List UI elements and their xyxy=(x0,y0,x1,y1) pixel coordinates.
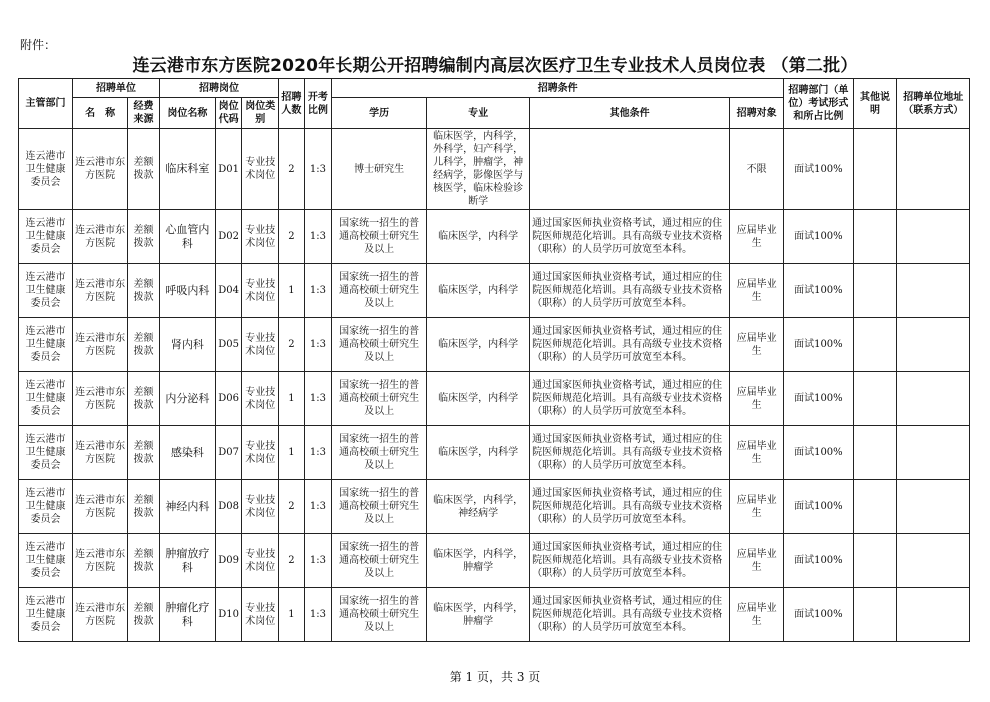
cell-dept: 连云港市卫生健康委员会 xyxy=(19,318,73,372)
header-funding: 经费来源 xyxy=(128,98,160,129)
cell-funding: 差额拨款 xyxy=(128,318,160,372)
cell-dept: 连云港市卫生健康委员会 xyxy=(19,264,73,318)
cell-post-type: 专业技术岗位 xyxy=(242,264,279,318)
cell-address xyxy=(897,318,970,372)
page-footer: 第 1 页，共 3 页 xyxy=(449,670,541,684)
cell-dept: 连云港市卫生健康委员会 xyxy=(19,480,73,534)
cell-ratio: 1:3 xyxy=(304,534,332,588)
cell-count: 2 xyxy=(279,318,305,372)
table-row xyxy=(19,588,970,642)
cell-unit: 连云港市东方医院 xyxy=(73,588,128,642)
cell-dept: 连云港市卫生健康委员会 xyxy=(19,534,73,588)
header-conditions: 招聘条件 xyxy=(332,79,784,98)
cell-education: 国家统一招生的普通高校硕士研究生及以上 xyxy=(332,210,427,264)
header-ratio: 开考比例 xyxy=(304,79,332,129)
cell-post-name: 神经内科 xyxy=(159,480,215,534)
cell-post-code: D05 xyxy=(215,318,242,372)
cell-count: 1 xyxy=(279,264,305,318)
cell-education: 国家统一招生的普通高校硕士研究生及以上 xyxy=(332,480,427,534)
cell-target: 应届毕业生 xyxy=(730,372,784,426)
header-dept: 主管部门 xyxy=(19,79,73,129)
cell-target: 应届毕业生 xyxy=(730,480,784,534)
positions-table xyxy=(18,78,970,642)
cell-education: 国家统一招生的普通高校硕士研究生及以上 xyxy=(332,534,427,588)
attachment-label: 附件： xyxy=(20,38,57,52)
cell-notes xyxy=(853,129,897,210)
cell-unit: 连云港市东方医院 xyxy=(73,210,128,264)
table-row xyxy=(19,534,970,588)
cell-address xyxy=(897,534,970,588)
cell-address xyxy=(897,426,970,480)
cell-ratio: 1:3 xyxy=(304,129,332,210)
cell-unit: 连云港市东方医院 xyxy=(73,426,128,480)
cell-post-code: D01 xyxy=(215,129,242,210)
header-target: 招聘对象 xyxy=(730,98,784,129)
cell-count: 2 xyxy=(279,210,305,264)
cell-post-type: 专业技术岗位 xyxy=(242,210,279,264)
cell-exam: 面试100% xyxy=(784,210,853,264)
cell-exam: 面试100% xyxy=(784,480,853,534)
cell-notes xyxy=(853,372,897,426)
cell-exam: 面试100% xyxy=(784,534,853,588)
cell-post-type: 专业技术岗位 xyxy=(242,426,279,480)
header-exam: 招聘部门（单位）考试形式和所占比例 xyxy=(784,79,853,129)
cell-other-conditions: 通过国家医师执业资格考试，通过相应的住院医师规范化培训。具有高级专业技术资格（职称）的人员学历可放宽至本科。 xyxy=(530,588,730,642)
cell-dept: 连云港市卫生健康委员会 xyxy=(19,426,73,480)
cell-address xyxy=(897,372,970,426)
cell-education: 国家统一招生的普通高校硕士研究生及以上 xyxy=(332,588,427,642)
cell-exam: 面试100% xyxy=(784,129,853,210)
cell-notes xyxy=(853,264,897,318)
cell-post-name: 肿瘤放疗科 xyxy=(159,534,215,588)
cell-post-type: 专业技术岗位 xyxy=(242,588,279,642)
cell-address xyxy=(897,264,970,318)
cell-major: 临床医学，内科学 xyxy=(427,264,530,318)
cell-major: 临床医学，内科学 xyxy=(427,426,530,480)
cell-target: 应届毕业生 xyxy=(730,318,784,372)
cell-post-name: 内分泌科 xyxy=(159,372,215,426)
cell-target: 不限 xyxy=(730,129,784,210)
cell-post-code: D07 xyxy=(215,426,242,480)
cell-other-conditions: 通过国家医师执业资格考试，通过相应的住院医师规范化培训。具有高级专业技术资格（职称）的人员学历可放宽至本科。 xyxy=(530,534,730,588)
cell-ratio: 1:3 xyxy=(304,264,332,318)
cell-education: 国家统一招生的普通高校硕士研究生及以上 xyxy=(332,318,427,372)
cell-unit: 连云港市东方医院 xyxy=(73,372,128,426)
cell-other-conditions: 通过国家医师执业资格考试，通过相应的住院医师规范化培训。具有高级专业技术资格（职称）的人员学历可放宽至本科。 xyxy=(530,372,730,426)
cell-post-name: 肾内科 xyxy=(159,318,215,372)
cell-other-conditions: 通过国家医师执业资格考试，通过相应的住院医师规范化培训。具有高级专业技术资格（职称）的人员学历可放宽至本科。 xyxy=(530,210,730,264)
cell-dept: 连云港市卫生健康委员会 xyxy=(19,210,73,264)
cell-post-code: D10 xyxy=(215,588,242,642)
table-row xyxy=(19,264,970,318)
table-row xyxy=(19,210,970,264)
cell-notes xyxy=(853,588,897,642)
header-education: 学历 xyxy=(332,98,427,129)
header-count: 招聘人数 xyxy=(279,79,305,129)
cell-other-conditions: 通过国家医师执业资格考试，通过相应的住院医师规范化培训。具有高级专业技术资格（职称）的人员学历可放宽至本科。 xyxy=(530,318,730,372)
header-post-code: 岗位代码 xyxy=(215,98,242,129)
cell-major: 临床医学，内科学 xyxy=(427,318,530,372)
header-unit-name: 名 称 xyxy=(73,98,128,129)
cell-funding: 差额拨款 xyxy=(128,372,160,426)
cell-target: 应届毕业生 xyxy=(730,264,784,318)
table-row xyxy=(19,129,970,210)
header-post-type: 岗位类别 xyxy=(242,98,279,129)
cell-dept: 连云港市卫生健康委员会 xyxy=(19,588,73,642)
table-row xyxy=(19,480,970,534)
cell-count: 2 xyxy=(279,129,305,210)
cell-other-conditions: 通过国家医师执业资格考试，通过相应的住院医师规范化培训。具有高级专业技术资格（职称）的人员学历可放宽至本科。 xyxy=(530,264,730,318)
cell-education: 国家统一招生的普通高校硕士研究生及以上 xyxy=(332,372,427,426)
cell-major: 临床医学，内科学 xyxy=(427,210,530,264)
cell-post-code: D09 xyxy=(215,534,242,588)
cell-post-name: 心血管内科 xyxy=(159,210,215,264)
cell-funding: 差额拨款 xyxy=(128,210,160,264)
cell-post-type: 专业技术岗位 xyxy=(242,129,279,210)
cell-post-name: 呼吸内科 xyxy=(159,264,215,318)
cell-ratio: 1:3 xyxy=(304,318,332,372)
cell-exam: 面试100% xyxy=(784,318,853,372)
cell-education: 国家统一招生的普通高校硕士研究生及以上 xyxy=(332,426,427,480)
cell-target: 应届毕业生 xyxy=(730,534,784,588)
cell-funding: 差额拨款 xyxy=(128,426,160,480)
cell-count: 2 xyxy=(279,534,305,588)
header-post-name: 岗位名称 xyxy=(159,98,215,129)
cell-major: 临床医学，内科学，神经病学 xyxy=(427,480,530,534)
header-unit-group: 招聘单位 xyxy=(73,79,160,98)
cell-post-code: D08 xyxy=(215,480,242,534)
cell-funding: 差额拨款 xyxy=(128,534,160,588)
cell-exam: 面试100% xyxy=(784,588,853,642)
table-row xyxy=(19,372,970,426)
cell-exam: 面试100% xyxy=(784,426,853,480)
cell-unit: 连云港市东方医院 xyxy=(73,318,128,372)
cell-dept: 连云港市卫生健康委员会 xyxy=(19,372,73,426)
cell-post-type: 专业技术岗位 xyxy=(242,372,279,426)
cell-ratio: 1:3 xyxy=(304,480,332,534)
cell-count: 1 xyxy=(279,426,305,480)
cell-unit: 连云港市东方医院 xyxy=(73,480,128,534)
cell-notes xyxy=(853,318,897,372)
cell-other-conditions: 通过国家医师执业资格考试，通过相应的住院医师规范化培训。具有高级专业技术资格（职称）的人员学历可放宽至本科。 xyxy=(530,480,730,534)
cell-exam: 面试100% xyxy=(784,372,853,426)
cell-post-code: D06 xyxy=(215,372,242,426)
cell-major: 临床医学，内科学 xyxy=(427,372,530,426)
cell-ratio: 1:3 xyxy=(304,426,332,480)
cell-post-name: 感染科 xyxy=(159,426,215,480)
cell-ratio: 1:3 xyxy=(304,210,332,264)
cell-notes xyxy=(853,480,897,534)
cell-post-name: 临床科室 xyxy=(159,129,215,210)
cell-education: 国家统一招生的普通高校硕士研究生及以上 xyxy=(332,264,427,318)
header-other-conditions: 其他条件 xyxy=(530,98,730,129)
page-title: 连云港市东方医院2020年长期公开招聘编制内高层次医疗卫生专业技术人员岗位表 （第二批） xyxy=(132,56,858,76)
cell-exam: 面试100% xyxy=(784,264,853,318)
cell-post-name: 肿瘤化疗科 xyxy=(159,588,215,642)
header-address: 招聘单位地址（联系方式） xyxy=(897,79,970,129)
cell-count: 2 xyxy=(279,480,305,534)
header-major: 专业 xyxy=(427,98,530,129)
header-notes: 其他说明 xyxy=(853,79,897,129)
cell-funding: 差额拨款 xyxy=(128,480,160,534)
cell-ratio: 1:3 xyxy=(304,372,332,426)
cell-post-type: 专业技术岗位 xyxy=(242,318,279,372)
cell-education: 博士研究生 xyxy=(332,129,427,210)
cell-notes xyxy=(853,426,897,480)
cell-count: 1 xyxy=(279,372,305,426)
cell-ratio: 1:3 xyxy=(304,588,332,642)
cell-post-code: D04 xyxy=(215,264,242,318)
cell-address xyxy=(897,480,970,534)
cell-unit: 连云港市东方医院 xyxy=(73,534,128,588)
cell-major: 临床医学，内科学，外科学，妇产科学，儿科学，肿瘤学，神经病学，影像医学与核医学，临床检验诊断学 xyxy=(427,129,530,210)
cell-major: 临床医学，内科学，肿瘤学 xyxy=(427,534,530,588)
cell-other-conditions xyxy=(530,129,730,210)
cell-other-conditions: 通过国家医师执业资格考试，通过相应的住院医师规范化培训。具有高级专业技术资格（职称）的人员学历可放宽至本科。 xyxy=(530,426,730,480)
cell-target: 应届毕业生 xyxy=(730,426,784,480)
header-post-group: 招聘岗位 xyxy=(159,79,278,98)
cell-address xyxy=(897,210,970,264)
table-row xyxy=(19,318,970,372)
cell-major: 临床医学，内科学，肿瘤学 xyxy=(427,588,530,642)
cell-post-type: 专业技术岗位 xyxy=(242,480,279,534)
table-row xyxy=(19,426,970,480)
cell-funding: 差额拨款 xyxy=(128,588,160,642)
cell-dept: 连云港市卫生健康委员会 xyxy=(19,129,73,210)
cell-count: 1 xyxy=(279,588,305,642)
cell-notes xyxy=(853,210,897,264)
cell-target: 应届毕业生 xyxy=(730,588,784,642)
cell-target: 应届毕业生 xyxy=(730,210,784,264)
cell-post-code: D02 xyxy=(215,210,242,264)
cell-address xyxy=(897,129,970,210)
cell-post-type: 专业技术岗位 xyxy=(242,534,279,588)
cell-unit: 连云港市东方医院 xyxy=(73,264,128,318)
cell-funding: 差额拨款 xyxy=(128,264,160,318)
cell-address xyxy=(897,588,970,642)
cell-notes xyxy=(853,534,897,588)
cell-funding: 差额拨款 xyxy=(128,129,160,210)
cell-unit: 连云港市东方医院 xyxy=(73,129,128,210)
